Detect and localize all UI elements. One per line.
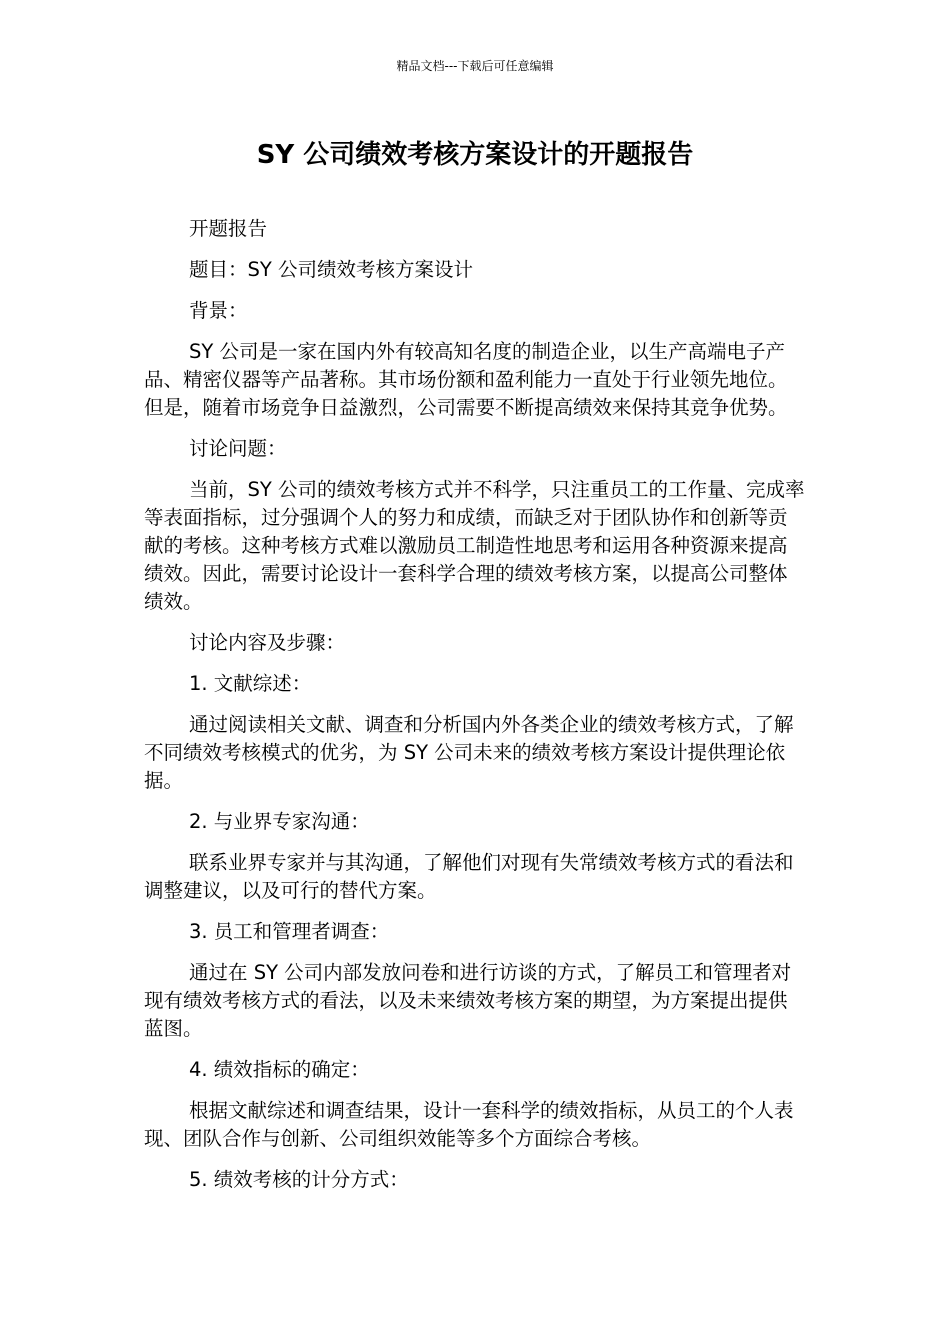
step-1-text: 通过阅读相关文献、调查和分析国内外各类企业的绩效考核方式，了解不同绩效考核模式的优劣，为 SY 公司未来的绩效考核方案设计提供理论依据。	[144, 713, 794, 792]
step-2-text: 联系业界专家并与其沟通，了解他们对现有失常绩效考核方式的看法和调整建议，以及可行的替代方案。	[144, 851, 794, 902]
paragraph-label: 开题报告	[189, 217, 268, 240]
section-heading-issue: 讨论问题：	[189, 437, 287, 460]
paragraph-issue: 当前，SY 公司的绩效考核方式并不科学，只注重员工的工作量、完成率等表面指标，过分强调个人的努力和成绩，而缺乏对于团队协作和创新等贡献的考核。这种考核方式难以激励员工制造性地思考和运用各种资源来提高绩效。因此，需要讨论设计一套科学合理的绩效考核方案，以提高公司整体绩效。	[144, 478, 805, 613]
step-2-heading: 2. 与业界专家沟通：	[189, 810, 370, 833]
section-heading-background: 背景：	[189, 299, 248, 322]
section-heading-steps: 讨论内容及步骤：	[189, 631, 346, 654]
step-4-text: 根据文献综述和调查结果，设计一套科学的绩效指标，从员工的个人表现、团队合作与创新、公司组织效能等多个方面综合考核。	[144, 1099, 794, 1150]
step-4-heading: 4. 绩效指标的确定：	[189, 1058, 370, 1081]
step-3-text: 通过在 SY 公司内部发放问卷和进行访谈的方式，了解员工和管理者对现有绩效考核方式的看法，以及未来绩效考核方案的期望，为方案提出提供蓝图。	[144, 961, 792, 1040]
document-title: SY 公司绩效考核方案设计的开题报告	[256, 140, 694, 170]
paragraph-topic: 题目：SY 公司绩效考核方案设计	[189, 258, 473, 281]
paragraph-background: SY 公司是一家在国内外有较高知名度的制造企业，以生产高端电子产品、精密仪器等产品著称。其市场份额和盈利能力一直处于行业领先地位。但是，随着市场竞争日益激烈，公司需要不断提高绩效来保持其竞争优势。	[144, 340, 788, 419]
page-header: 精品文档---下载后可任意编辑	[396, 59, 554, 73]
step-1-heading: 1. 文献综述：	[189, 672, 312, 695]
step-3-heading: 3. 员工和管理者调查：	[189, 920, 390, 943]
document-body	[144, 215, 806, 1207]
step-5-heading: 5. 绩效考核的计分方式：	[189, 1168, 409, 1191]
